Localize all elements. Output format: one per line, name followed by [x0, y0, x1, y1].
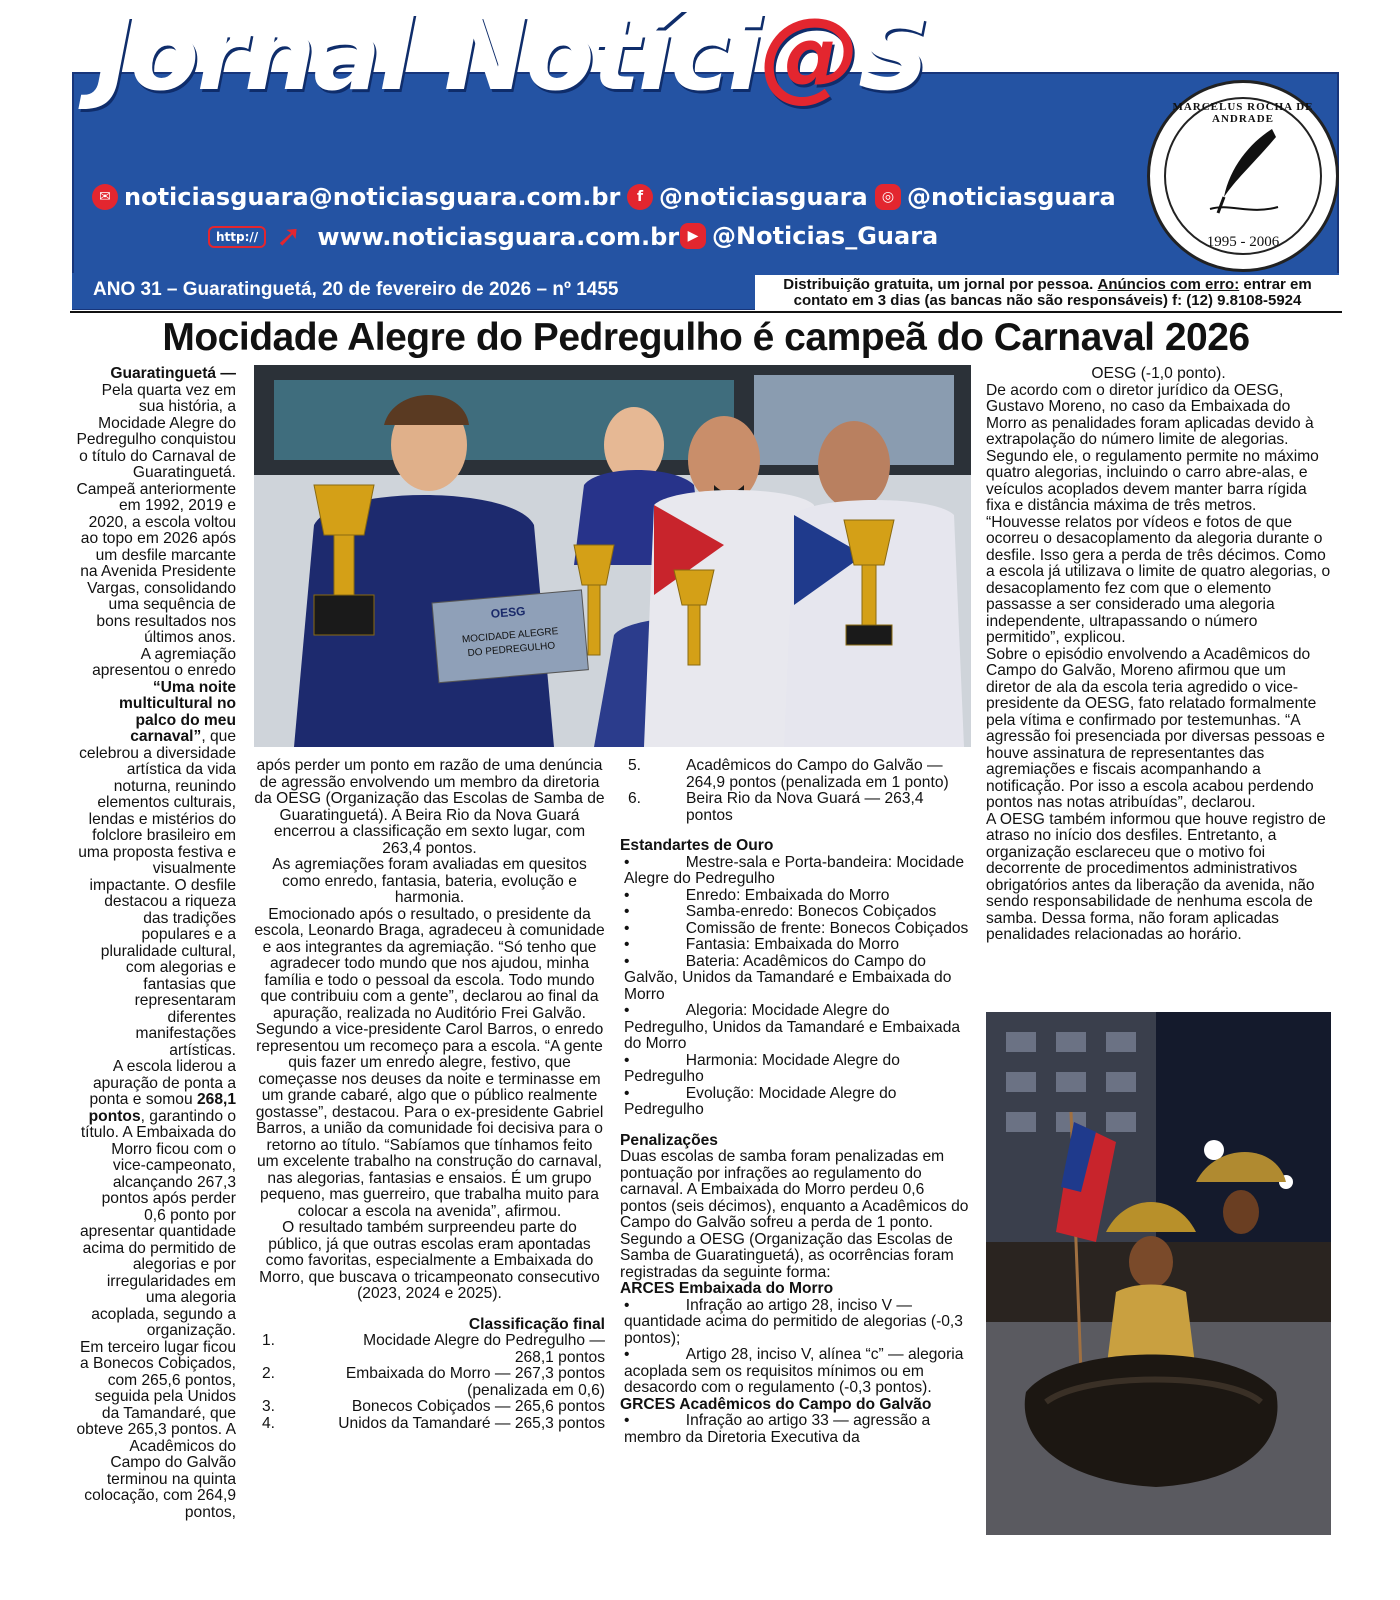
- rank-number: 6.: [628, 790, 642, 807]
- seal-years: 1995 - 2006: [1206, 234, 1280, 250]
- list-item: • Harmonia: Mocidade Alegre do Pedregulho: [624, 1051, 900, 1085]
- list-item: • Alegoria: Mocidade Alegre do Pedregulho, Unidos da Tamandaré e Embaixada do Morro: [624, 1002, 961, 1052]
- column-2: [254, 758, 605, 1548]
- distribution-notice: [755, 275, 1340, 311]
- list-item: [620, 791, 972, 824]
- paragraph: As agremiações foram avaliadas em quesitos como enredo, fantasia, bateria, evolução e harmonia.: [272, 856, 587, 906]
- list-item: • Enredo: Embaixada do Morro: [624, 886, 890, 904]
- instagram-icon: ◎: [875, 184, 901, 210]
- headline: Mocidade Alegre do Pedregulho é campeã do Carnaval 2026: [162, 316, 1250, 359]
- column-1: [76, 366, 236, 1551]
- paragraph: Pela quarta vez em sua história, a Mocidade Alegre do Pedregulho conquistou o título do Carnaval de Guaratinguetá. Campeã anteriormente em 1992, 2019 e 2020, a escola voltou ao topo em 2026 após um desfile marcante na Avenida Presidente Vargas, consolidando uma sequência de bons resultados nos últimos anos.: [76, 381, 236, 646]
- award-text: Harmonia: Mocidade Alegre do Pedregulho: [624, 1051, 900, 1085]
- paragraph: Emocionado após o resultado, o presidente da escola, Leonardo Braga, agradeceu à comunidade e aos integrantes da agremiação. “Só tenho que agradecer todo mundo que nos ajudou, minha família e todo o pessoal da escola. Todo mundo que contribuiu com a gente”, declarou ao final da apuração, realizada no Auditório Frei Galvão.: [254, 905, 605, 1022]
- divider: [70, 311, 1342, 313]
- column-4: [986, 366, 1331, 1006]
- paragraph: Sobre o episódio envolvendo a Acadêmicos do Campo do Galvão, Moreno afirmou que um diretor de ala da escola teria agredido o vice-presidente da OESG, fato relatado formalmente pela vítima e confirmado por testemunhas. “A agressão foi presenciada por diversas pessoas e houve assinatura de representantes das agremiações e fiscais acompanhando a notificação. Por isso a escola acabou perdendo pontos nas notas atribuídas”, declarou.: [986, 645, 1325, 811]
- award-text: Fantasia: Embaixada do Morro: [685, 936, 899, 953]
- logo-text: Jornal Notíci: [95, 0, 761, 113]
- text: A escola liderou a apuração de ponta a ponta e somou: [89, 1058, 236, 1108]
- score-highlight: 268,1 pontos: [88, 1091, 236, 1125]
- subheading: ARCES Embaixada do Morro: [620, 1280, 834, 1297]
- awards-list: [620, 855, 972, 1119]
- facebook-contact[interactable]: [627, 183, 868, 211]
- list-item: • Samba-enredo: Bonecos Cobiçados: [624, 903, 937, 920]
- paragraph: Segundo a vice-presidente Carol Barros, o enredo representou um recomeço para a escola. “A gente quis fazer um enredo alegre, festivo, que começasse nos deuses da noite e terminasse em um grande cabaré, algo que o público realmente gostasse”, destacou. Para o ex-presidente Gabriel Barros, a união da comunidade foi decisiva para o retorno ao título. “Sabíamos que tínhamos feito um excelente trabalho na construção do carnaval, nas alegorias, fantasias e ensaios. É um grupo pequeno, mas guerreiro, que trabalha muito para colocar a escola na avenida”, afirmou.: [255, 1021, 604, 1220]
- penalty-text: Infração ao artigo 28, inciso V — quantidade acima do permitido de alegorias (-0,3 pontos);: [624, 1296, 963, 1347]
- paragraph: “Houvesse relatos por vídeos e fotos de que ocorreu o desacoplamento da alegoria durante o desfile. Isso gera a perda de três décimos. Como a escola já utilizava o limite de quatro alegorias, o desacoplamento fez com que o elemento passasse a ser considerado uma alegoria independente, ultrapassando o número permitido”, explicou.: [986, 513, 1331, 646]
- rank-number: 4.: [262, 1414, 276, 1432]
- distribution-text: Distribuição gratuita, um jornal por pessoa.: [783, 276, 1094, 293]
- plaque-text-3: DO PEDREGULHO: [467, 640, 556, 660]
- ads-label: Anúncios com erro:: [1097, 276, 1240, 293]
- logo-at-sign: @: [760, 0, 859, 113]
- instagram-contact[interactable]: [875, 183, 1116, 211]
- newspaper-logo: [95, 0, 1095, 116]
- facebook-icon: f: [627, 184, 653, 210]
- email-contact[interactable]: [92, 183, 620, 211]
- rank-text: Unidos da Tamandaré — 265,3 pontos: [338, 1414, 605, 1432]
- ads-text: entrar em contato em 3 dias (as bancas não são responsáveis) f: (12) 9.8108-5924: [793, 276, 1312, 309]
- rank-number: 1.: [262, 1332, 276, 1349]
- paragraph: OESG (-1,0 ponto).: [1091, 366, 1226, 382]
- rank-text: Beira Rio da Nova Guará — 263,4 pontos: [686, 790, 924, 824]
- paragraph: Duas escolas de samba foram penalizadas em pontuação por infrações ao regulamento do carnaval. A Embaixada do Morro perdeu 0,6 pontos (seis décimos), enquanto a Acadêmicos do Campo do Galvão sofreu a perda de 1 ponto. Segundo a OESG (Organização das Escolas de Samba de Guaratinguetá), as ocorrências foram registradas da seguinte forma:: [620, 1148, 969, 1281]
- paragraph: O resultado também surpreendeu parte do público, já que outras escolas eram apontadas como favoritas, especialmente a Embaixada do Morro, que buscava o tricampeonato consecutivo (2023, 2024 e 2025).: [259, 1219, 600, 1302]
- text: , que celebrou a diversidade artística da vida noturna, reunindo elementos culturais, lendas e mistérios do folclore brasileiro em uma proposta festiva e visualmente impactante. O desfile destacou a riqueza das tradições populares e a pluralidade cultural, com alegorias e fantasias que representaram diferentes manifestações artísticas.: [78, 728, 236, 1059]
- founder-seal: [1147, 80, 1339, 272]
- ranking-title: Classificação final: [468, 1315, 605, 1333]
- instagram-text: @noticiasguara: [907, 183, 1116, 211]
- list-item: [254, 1333, 605, 1366]
- rank-number: 2.: [262, 1365, 276, 1382]
- award-text: Samba-enredo: Bonecos Cobiçados: [685, 903, 937, 920]
- rank-text: Acadêmicos do Campo do Galvão — 264,9 pontos (penalizada em 1 ponto): [686, 758, 949, 791]
- paragraph: A OESG também informou que houve registro de atraso no início dos desfiles. Entretanto, a organização esclareceu que o motivo foi decorrente de procedimentos administrativos obrigatórios antes da liberação da avenida, não sendo responsabilidade de nenhuma escola de samba. Dessa forma, não foram aplicadas penalidades relacionadas ao horário.: [986, 810, 1326, 943]
- award-text: Bateria: Acadêmicos do Campo do Galvão, Unidos da Tamandaré e Embaixada do Morro: [624, 952, 952, 1003]
- awards-title: Estandartes de Ouro: [620, 837, 774, 854]
- quill-icon: [1200, 123, 1292, 223]
- paragraph: De acordo com o diretor jurídico da OESG, Gustavo Moreno, no caso da Embaixada do Morro as penalidades foram aplicadas devido à extrapolação do número limite de alegorias. Segundo ele, o regulamento permite no máximo quatro alegorias, incluindo o carro abre-alas, e veículos acoplados devem manter barra rígida fixa e distância máxima de três metros.: [986, 381, 1319, 514]
- award-text: Mestre-sala e Porta-bandeira: Mocidade Alegre do Pedregulho: [624, 853, 965, 887]
- list-item: • Fantasia: Embaixada do Morro: [624, 936, 899, 953]
- rank-number: 5.: [628, 758, 642, 774]
- youtube-text: @Noticias_Guara: [712, 222, 939, 250]
- youtube-contact[interactable]: [680, 222, 938, 250]
- photo-parade: [986, 1012, 1331, 1535]
- award-text: Enredo: Embaixada do Morro: [685, 886, 890, 904]
- award-text: Alegoria: Mocidade Alegre do Pedregulho, Unidos da Tamandaré e Embaixada do Morro: [624, 1002, 961, 1052]
- dateline: Guaratinguetá —: [110, 366, 236, 382]
- list-item: • Artigo 28, inciso V, alínea “c” — alegoria acoplada sem os requisitos mínimos ou em desacordo com o regulamento (-0,3 pontos).: [624, 1346, 964, 1396]
- rank-text: Embaixada do Morro — 267,3 pontos (penalizada em 0,6): [345, 1365, 605, 1399]
- http-badge: http://: [208, 226, 266, 248]
- edition-info: ANO 31 – Guaratinguetá, 20 de fevereiro de 2026 – nº 1455: [93, 279, 619, 300]
- website-text: www.noticiasguara.com.br: [317, 223, 680, 251]
- list-item: • Evolução: Mocidade Alegre do Pedregulho: [624, 1084, 897, 1118]
- email-text: noticiasguara@noticiasguara.com.br: [124, 183, 621, 211]
- list-item: [254, 1366, 605, 1399]
- award-text: Evolução: Mocidade Alegre do Pedregulho: [624, 1084, 897, 1118]
- text: , garantindo o título. A Embaixada do Morro ficou com o vice-campeonato, alcançando 267,3 pontos após perder 0,6 ponto por apresentar quantidade acima do permitido de alegorias e por irregularidades em uma alegoria acoplada, segundo a organização.: [79, 1107, 236, 1339]
- text: A agremiação apresentou o enredo: [92, 645, 236, 679]
- photo-champions: [254, 365, 971, 747]
- plaque-text-1: OESG: [490, 603, 526, 621]
- ranking-list: [254, 1333, 605, 1432]
- penalty-text: Artigo 28, inciso V, alínea “c” — alegoria acoplada sem os requisitos mínimos ou em desacordo com o regulamento (-0,3 pontos).: [624, 1346, 964, 1396]
- seal-name: MARCELUS ROCHA DE ANDRADE: [1172, 101, 1314, 125]
- list-item: • Infração ao artigo 33 — agressão a membro da Diretoria Executiva da: [624, 1412, 931, 1446]
- list-item: [254, 1399, 605, 1416]
- envelope-icon: ✉: [92, 184, 118, 210]
- rank-text: Mocidade Alegre do Pedregulho — 268,1 pontos: [363, 1332, 605, 1366]
- cursor-icon: ➚: [276, 219, 302, 254]
- rank-text: Bonecos Cobiçados — 265,6 pontos: [351, 1398, 605, 1415]
- website-contact[interactable]: [208, 219, 680, 254]
- list-item: • Mestre-sala e Porta-bandeira: Mocidade Alegre do Pedregulho: [624, 853, 965, 887]
- paragraph: [76, 647, 236, 1060]
- penalties-title: Penalizações: [620, 1131, 718, 1149]
- paragraph: após perder um ponto em razão de uma denúncia de agressão envolvendo um membro da diretoria da OESG (Organização das Escolas de Samba de Guaratinguetá). A Beira Rio da Nova Guará encerrou a classificação em sexto lugar, com 263,4 pontos.: [254, 758, 605, 857]
- rank-number: 3.: [262, 1398, 276, 1415]
- column-3: [620, 758, 972, 1548]
- theme-title: “Uma noite multicultural no palco do meu carnaval”: [119, 678, 236, 745]
- penalty-text: Infração ao artigo 33 — agressão a membro da Diretoria Executiva da: [624, 1412, 931, 1446]
- list-item: [620, 758, 972, 791]
- award-text: Comissão de frente: Bonecos Cobiçados: [685, 919, 969, 937]
- list-item: • Infração ao artigo 28, inciso V — quantidade acima do permitido de alegorias (-0,3 pontos);: [624, 1296, 963, 1347]
- paragraph: [76, 1059, 236, 1340]
- youtube-icon: ▶: [680, 223, 706, 249]
- list-item: [254, 1416, 605, 1433]
- logo-text-end: S: [858, 0, 929, 113]
- facebook-text: @noticiasguara: [659, 183, 868, 211]
- plaque-text-2: MOCIDADE ALEGRE: [461, 626, 559, 646]
- list-item: • Comissão de frente: Bonecos Cobiçados: [624, 919, 969, 937]
- list-item: • Bateria: Acadêmicos do Campo do Galvão, Unidos da Tamandaré e Embaixada do Morro: [624, 952, 952, 1003]
- subheading: GRCES Acadêmicos do Campo do Galvão: [620, 1395, 932, 1413]
- paragraph: Em terceiro lugar ficou a Bonecos Cobiçados, com 265,6 pontos, seguida pela Unidos da Tamandaré, que obteve 265,3 pontos. A Acadêmicos do Campo do Galvão terminou na quinta colocação, com 264,9 pontos,: [76, 1338, 236, 1521]
